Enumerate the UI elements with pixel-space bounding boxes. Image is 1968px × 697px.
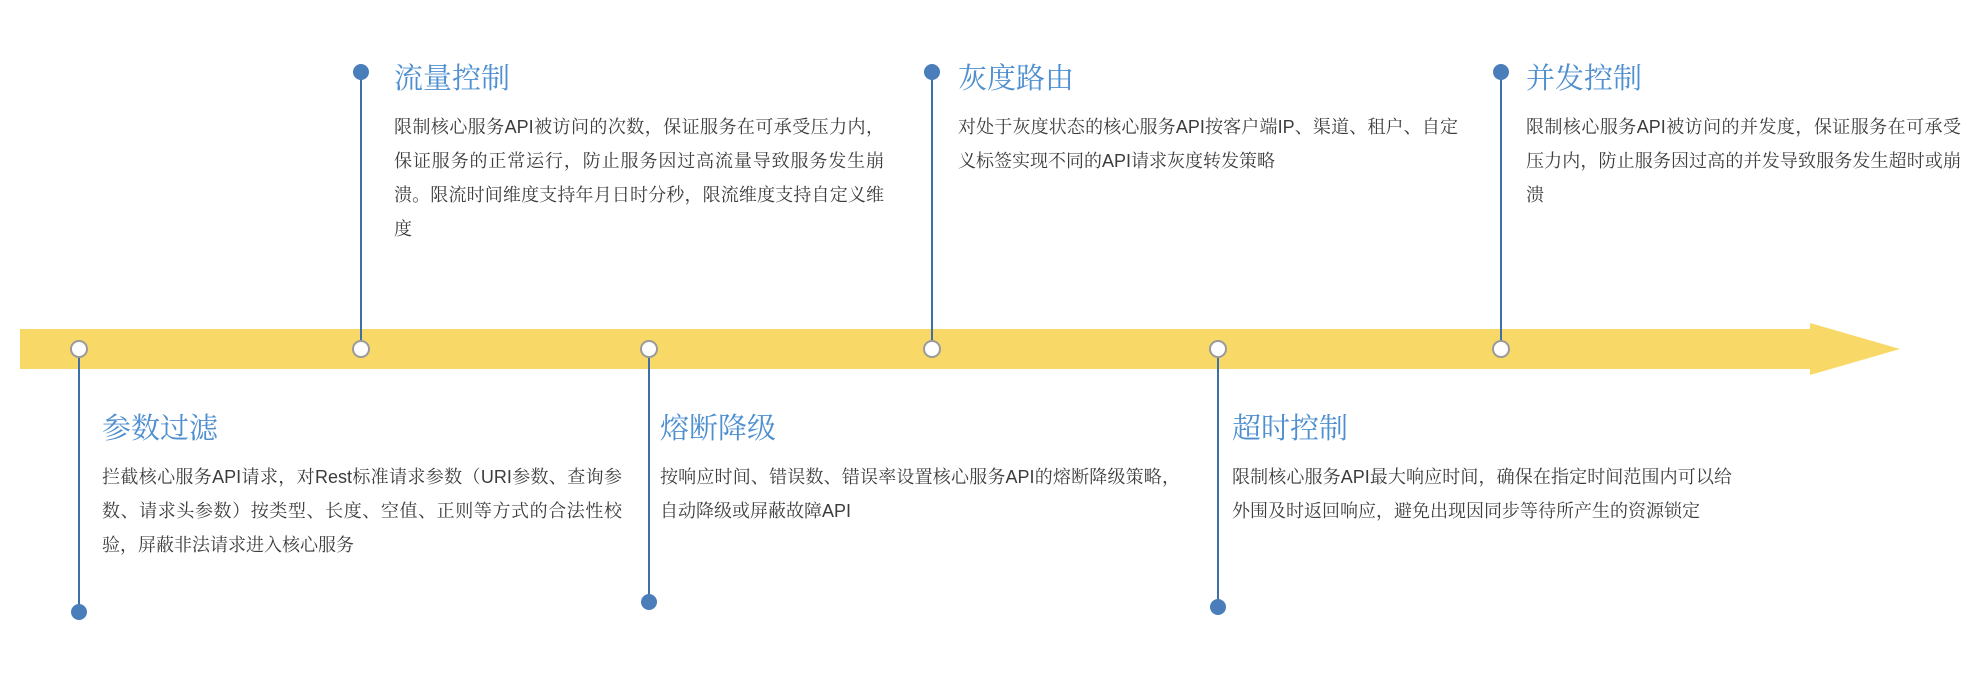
arrow-head <box>1810 323 1900 375</box>
node-dot-circuit-breaker <box>640 340 658 358</box>
block-desc: 限制核心服务API最大响应时间，确保在指定时间范围内可以给外围及时返回响应，避免出现因同步等待所产生的资源锁定 <box>1232 467 1732 521</box>
block-title: 并发控制 <box>1526 63 1643 95</box>
endpoint-dot-gray-routing <box>924 64 940 80</box>
endpoint-dot-concurrency-control <box>1493 64 1509 80</box>
block-gray-routing <box>958 62 1458 178</box>
connector-gray-routing <box>931 78 933 350</box>
node-dot-gray-routing <box>923 340 941 358</box>
connector-circuit-breaker <box>648 349 650 602</box>
node-dot-param-filter <box>70 340 88 358</box>
connector-concurrency-control <box>1500 78 1502 350</box>
endpoint-dot-timeout-control <box>1210 599 1226 615</box>
endpoint-dot-circuit-breaker <box>641 594 657 610</box>
connector-timeout-control <box>1217 349 1219 607</box>
node-dot-concurrency-control <box>1492 340 1510 358</box>
block-concurrency-control <box>1526 62 1961 212</box>
endpoint-dot-param-filter <box>71 604 87 620</box>
endpoint-dot-flow-control <box>353 64 369 80</box>
timeline-arrow <box>20 323 1900 375</box>
arrow-body <box>20 329 1810 369</box>
block-desc: 限制核心服务API被访问的次数，保证服务在可承受压力内，保证服务的正常运行，防止服务因过高流量导致服务发生崩溃。限流时间维度支持年月日时分秒，限流维度支持自定义维度 <box>394 117 884 239</box>
connector-param-filter <box>78 349 80 612</box>
block-title: 超时控制 <box>1232 413 1349 445</box>
node-dot-flow-control <box>352 340 370 358</box>
node-dot-timeout-control <box>1209 340 1227 358</box>
block-timeout-control <box>1232 412 1732 528</box>
block-param-filter <box>102 412 622 562</box>
block-title: 参数过滤 <box>102 413 219 445</box>
block-desc: 对处于灰度状态的核心服务API按客户端IP、渠道、租户、自定义标签实现不同的API请求灰度转发策略 <box>958 117 1458 171</box>
block-desc: 按响应时间、错误数、错误率设置核心服务API的熔断降级策略，自动降级或屏蔽故障API <box>660 467 1180 521</box>
block-title: 熔断降级 <box>660 413 777 445</box>
block-desc: 拦截核心服务API请求，对Rest标准请求参数（URI参数、查询参数、请求头参数）按类型、长度、空值、正则等方式的合法性校验，屏蔽非法请求进入核心服务 <box>102 467 622 555</box>
block-circuit-breaker <box>660 412 1180 528</box>
block-flow-control <box>394 62 884 246</box>
block-desc: 限制核心服务API被访问的并发度，保证服务在可承受压力内，防止服务因过高的并发导致服务发生超时或崩溃 <box>1526 117 1961 205</box>
block-title: 流量控制 <box>394 63 511 95</box>
block-title: 灰度路由 <box>958 63 1075 95</box>
connector-flow-control <box>360 78 362 350</box>
